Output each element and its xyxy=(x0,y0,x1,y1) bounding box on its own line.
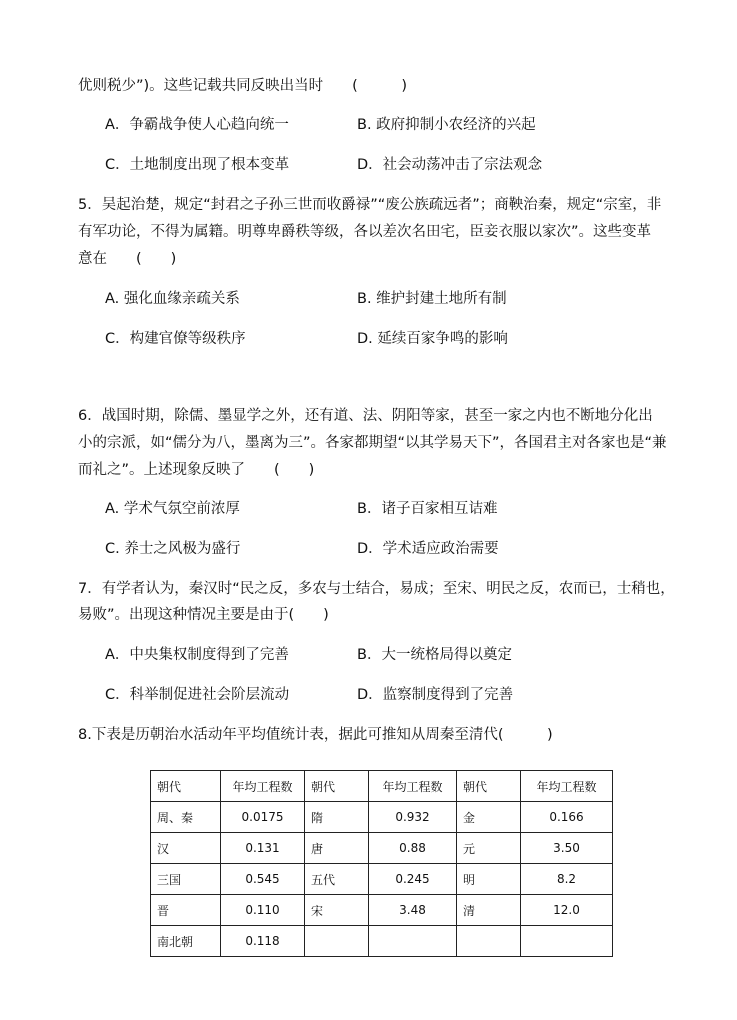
dynasty-cell: 周、秦 xyxy=(151,802,221,833)
table-row xyxy=(151,926,613,957)
dynasty-cell: 宋 xyxy=(305,895,369,926)
value-cell: 0.932 xyxy=(369,802,457,833)
table-row xyxy=(151,895,613,926)
q6-option-b[interactable]: B．诸子百家相互诘难 xyxy=(357,501,498,517)
table-header-row xyxy=(151,771,613,802)
dynasty-cell: 隋 xyxy=(305,802,369,833)
value-cell: 8.2 xyxy=(521,864,613,895)
q5-option-d[interactable]: D. 延续百家争鸣的影响 xyxy=(357,331,508,347)
q5-option-b[interactable]: B. 维护封建土地所有制 xyxy=(357,291,507,307)
table-header-cell: 朝代 xyxy=(151,771,221,802)
q4-option-c[interactable]: C．土地制度出现了根本变革 xyxy=(105,157,290,173)
table-row xyxy=(151,864,613,895)
dynasty-cell: 三国 xyxy=(151,864,221,895)
value-cell: 0.110 xyxy=(221,895,305,926)
value-cell: 0.131 xyxy=(221,833,305,864)
q6-option-c[interactable]: C. 养士之风极为盛行 xyxy=(105,541,241,557)
q6-option-d[interactable]: D．学术适应政治需要 xyxy=(357,541,499,557)
dynasty-cell: 晋 xyxy=(151,895,221,926)
q5-option-a[interactable]: A. 强化血缘亲疏关系 xyxy=(105,291,240,307)
q7-option-a[interactable]: A．中央集权制度得到了完善 xyxy=(105,647,289,663)
q7-option-d[interactable]: D．监察制度得到了完善 xyxy=(357,687,514,703)
dynasty-cell: 南北朝 xyxy=(151,926,221,957)
dynasty-cell: 元 xyxy=(457,833,521,864)
water-works-table xyxy=(150,770,613,957)
q5-stem-line1: 5．吴起治楚，规定“封君之子孙三世而收爵禄”“废公族疏远者”；商鞅治秦，规定“宗室，非 xyxy=(78,197,662,213)
value-cell: 0.166 xyxy=(521,802,613,833)
value-cell: 0.245 xyxy=(369,864,457,895)
value-cell xyxy=(369,926,457,957)
dynasty-cell: 五代 xyxy=(305,864,369,895)
q4-option-a[interactable]: A．争霸战争使人心趋向统一 xyxy=(105,117,289,133)
table-header-cell: 朝代 xyxy=(305,771,369,802)
value-cell: 0.545 xyxy=(221,864,305,895)
q7-stem-line1: 7．有学者认为，秦汉时“民之反，多农与士结合，易成；至宋、明民之反，农而已，士稍也， xyxy=(78,581,675,597)
q7-option-b[interactable]: B．大一统格局得以奠定 xyxy=(357,647,512,663)
table-row xyxy=(151,833,613,864)
q6-stem-line2: 小的宗派，如“儒分为八，墨离为三”。各家都期望“以其学易天下”，各国君主对各家也是“兼 xyxy=(78,435,667,451)
table-header-cell: 年均工程数 xyxy=(521,771,613,802)
q6-option-a[interactable]: A. 学术气氛空前浓厚 xyxy=(105,501,240,517)
q5-option-c[interactable]: C．构建官僚等级秩序 xyxy=(105,331,246,347)
q5-stem-line2: 有军功论，不得为属籍。明尊卑爵秩等级，各以差次名田宅，臣妾衣服以家次”。这些变革 xyxy=(78,224,652,240)
dynasty-cell: 金 xyxy=(457,802,521,833)
dynasty-cell: 汉 xyxy=(151,833,221,864)
q5-stem-line3: 意在 ( ) xyxy=(78,251,177,267)
value-cell: 0.118 xyxy=(221,926,305,957)
table-row xyxy=(151,802,613,833)
dynasty-cell: 唐 xyxy=(305,833,369,864)
value-cell xyxy=(521,926,613,957)
q7-stem-line2: 易败”。出现这种情况主要是由于( ) xyxy=(78,607,329,623)
value-cell: 0.88 xyxy=(369,833,457,864)
dynasty-cell: 清 xyxy=(457,895,521,926)
q6-stem-line1: 6．战国时期，除儒、墨显学之外，还有道、法、阴阳等家，甚至一家之内也不断地分化出 xyxy=(78,408,653,424)
table-header-cell: 朝代 xyxy=(457,771,521,802)
q4-stem-tail: 优则税少”)。这些记载共同反映出当时 ( ) xyxy=(78,78,407,94)
q8-stem: 8.下表是历朝治水活动年平均值统计表，据此可推知从周秦至清代( ) xyxy=(78,727,553,743)
q4-option-d[interactable]: D．社会动荡冲击了宗法观念 xyxy=(357,157,543,173)
q6-stem-line3: 而礼之”。上述现象反映了 ( ) xyxy=(78,462,315,478)
dynasty-cell xyxy=(305,926,369,957)
dynasty-cell xyxy=(457,926,521,957)
value-cell: 3.50 xyxy=(521,833,613,864)
table-header-cell: 年均工程数 xyxy=(221,771,305,802)
value-cell: 0.0175 xyxy=(221,802,305,833)
table-header-cell: 年均工程数 xyxy=(369,771,457,802)
q4-option-b[interactable]: B. 政府抑制小农经济的兴起 xyxy=(357,117,536,133)
value-cell: 3.48 xyxy=(369,895,457,926)
dynasty-cell: 明 xyxy=(457,864,521,895)
q7-option-c[interactable]: C．科举制促进社会阶层流动 xyxy=(105,687,290,703)
value-cell: 12.0 xyxy=(521,895,613,926)
